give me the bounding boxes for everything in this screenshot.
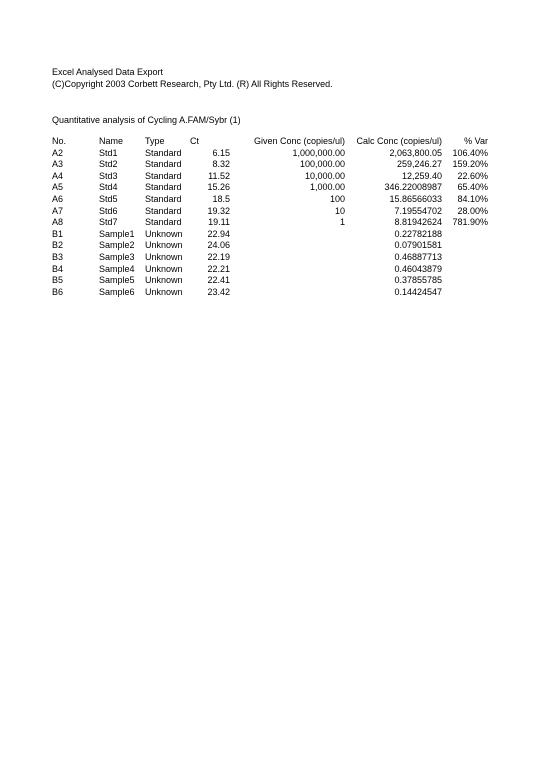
cell-name: Std2 xyxy=(99,159,118,170)
cell-type: Unknown xyxy=(145,228,183,239)
cell-given-conc: 10,000.00 xyxy=(304,170,345,181)
column-header-calc-conc: Calc Conc (copies/ul) xyxy=(356,136,442,146)
analysis-title: Quantitative analysis of Cycling A.FAM/Sybr (1) xyxy=(52,115,241,125)
cell-calc-conc: 0.22782188 xyxy=(394,228,442,239)
table-row xyxy=(52,240,488,252)
cell-var xyxy=(442,264,488,276)
cell-calc-conc: 8.81942624 xyxy=(394,217,442,228)
table-row xyxy=(52,206,488,218)
cell-type: Standard xyxy=(145,182,182,193)
cell-calc-conc: 0.46043879 xyxy=(394,263,442,274)
export-title: Excel Analysed Data Export xyxy=(52,67,164,77)
cell-type: Unknown xyxy=(145,286,183,297)
cell-calc-conc: 0.14424547 xyxy=(394,286,442,297)
cell-no: A2 xyxy=(52,147,64,158)
cell-no: A4 xyxy=(52,170,64,181)
cell-name: Sample1 xyxy=(99,228,135,239)
cell-given-conc xyxy=(230,240,345,252)
cell-type: Unknown xyxy=(145,240,183,251)
table-row xyxy=(52,217,488,229)
cell-no: B2 xyxy=(52,240,64,251)
cell-type: Unknown xyxy=(145,275,183,286)
cell-var: 28.00% xyxy=(457,205,488,216)
cell-given-conc xyxy=(230,264,345,276)
table-row xyxy=(52,275,488,287)
cell-var: 65.40% xyxy=(457,182,488,193)
cell-ct: 19.11 xyxy=(208,217,230,228)
cell-var xyxy=(442,229,488,241)
cell-calc-conc: 0.37855785 xyxy=(394,275,442,286)
cell-var: 781.90% xyxy=(452,217,488,228)
cell-no: A8 xyxy=(52,217,64,228)
column-header-name: Name xyxy=(99,136,124,146)
cell-type: Standard xyxy=(145,205,182,216)
results-table xyxy=(52,136,488,298)
cell-no: B4 xyxy=(52,263,64,274)
cell-var xyxy=(442,252,488,264)
cell-calc-conc: 2,063,800.05 xyxy=(389,147,442,158)
cell-ct: 22.41 xyxy=(207,275,230,286)
cell-calc-conc: 12,259.40 xyxy=(401,170,442,181)
cell-type: Standard xyxy=(145,147,182,158)
cell-no: A3 xyxy=(52,159,64,170)
cell-ct: 24.06 xyxy=(207,240,230,251)
cell-name: Sample2 xyxy=(99,240,135,251)
cell-calc-conc: 259,246.27 xyxy=(396,159,442,170)
cell-name: Std5 xyxy=(99,193,118,204)
cell-name: Sample6 xyxy=(99,286,135,297)
cell-type: Unknown xyxy=(145,251,183,262)
cell-name: Std6 xyxy=(99,205,118,216)
cell-ct: 8.32 xyxy=(212,159,230,170)
cell-name: Sample5 xyxy=(99,275,135,286)
column-header-given-conc: Given Conc (copies/ul) xyxy=(253,136,345,146)
cell-type: Unknown xyxy=(145,263,183,274)
cell-type: Standard xyxy=(145,193,182,204)
cell-type: Standard xyxy=(145,217,182,228)
cell-name: Std7 xyxy=(99,217,118,228)
table-row xyxy=(52,229,488,241)
cell-no: B3 xyxy=(52,251,64,262)
column-header-no: No. xyxy=(52,136,67,146)
cell-var: 106.40% xyxy=(452,147,488,158)
cell-name: Sample3 xyxy=(99,251,135,262)
cell-given-conc xyxy=(230,275,345,287)
cell-calc-conc: 0.46887713 xyxy=(394,251,442,262)
column-header-var: % Var xyxy=(464,136,488,146)
cell-given-conc: 100,000.00 xyxy=(299,159,345,170)
cell-name: Std3 xyxy=(99,170,118,181)
cell-ct: 11.52 xyxy=(208,170,230,181)
cell-given-conc: 1,000.00 xyxy=(309,182,345,193)
cell-no: A5 xyxy=(52,182,64,193)
cell-given-conc xyxy=(230,229,345,241)
table-header-row xyxy=(52,136,488,148)
column-header-type: Type xyxy=(145,136,165,146)
cell-name: Sample4 xyxy=(99,263,135,274)
cell-calc-conc: 15.86566033 xyxy=(389,193,442,204)
cell-no: B6 xyxy=(52,286,64,297)
cell-ct: 22.21 xyxy=(207,263,230,274)
cell-given-conc: 100 xyxy=(329,193,345,204)
cell-var: 159.20% xyxy=(452,159,488,170)
cell-var xyxy=(442,240,488,252)
cell-name: Std4 xyxy=(99,182,118,193)
cell-ct: 22.94 xyxy=(207,228,230,239)
cell-var xyxy=(442,275,488,287)
cell-calc-conc: 0.07901581 xyxy=(394,240,442,251)
cell-calc-conc: 346.22008987 xyxy=(384,182,442,193)
cell-no: A7 xyxy=(52,205,64,216)
cell-no: A6 xyxy=(52,193,64,204)
cell-calc-conc: 7.19554702 xyxy=(394,205,442,216)
table-row xyxy=(52,194,488,206)
cell-var: 22.60% xyxy=(457,170,488,181)
table-row xyxy=(52,287,488,299)
column-header-ct: Ct xyxy=(190,136,199,146)
cell-no: B1 xyxy=(52,228,64,239)
table-row xyxy=(52,148,488,160)
cell-ct: 22.19 xyxy=(207,251,230,262)
table-row xyxy=(52,252,488,264)
cell-ct: 19.32 xyxy=(207,205,230,216)
cell-ct: 18.5 xyxy=(212,193,230,204)
cell-given-conc: 1 xyxy=(339,217,345,228)
cell-type: Standard xyxy=(145,159,182,170)
cell-no: B5 xyxy=(52,275,64,286)
cell-var xyxy=(442,287,488,299)
cell-given-conc xyxy=(230,287,345,299)
cell-ct: 23.42 xyxy=(207,286,230,297)
cell-given-conc xyxy=(230,252,345,264)
cell-name: Std1 xyxy=(99,147,118,158)
cell-ct: 15.26 xyxy=(207,182,230,193)
cell-given-conc: 10 xyxy=(334,205,345,216)
table-row xyxy=(52,171,488,183)
cell-type: Standard xyxy=(145,170,182,181)
table-row xyxy=(52,264,488,276)
cell-ct: 6.15 xyxy=(212,147,230,158)
table-row xyxy=(52,159,488,171)
cell-var: 84.10% xyxy=(457,193,488,204)
cell-given-conc: 1,000,000.00 xyxy=(292,147,345,158)
copyright-notice: (C)Copyright 2003 Corbett Research, Pty Ltd. (R) All Rights Reserved. xyxy=(52,79,333,89)
table-row xyxy=(52,182,488,194)
